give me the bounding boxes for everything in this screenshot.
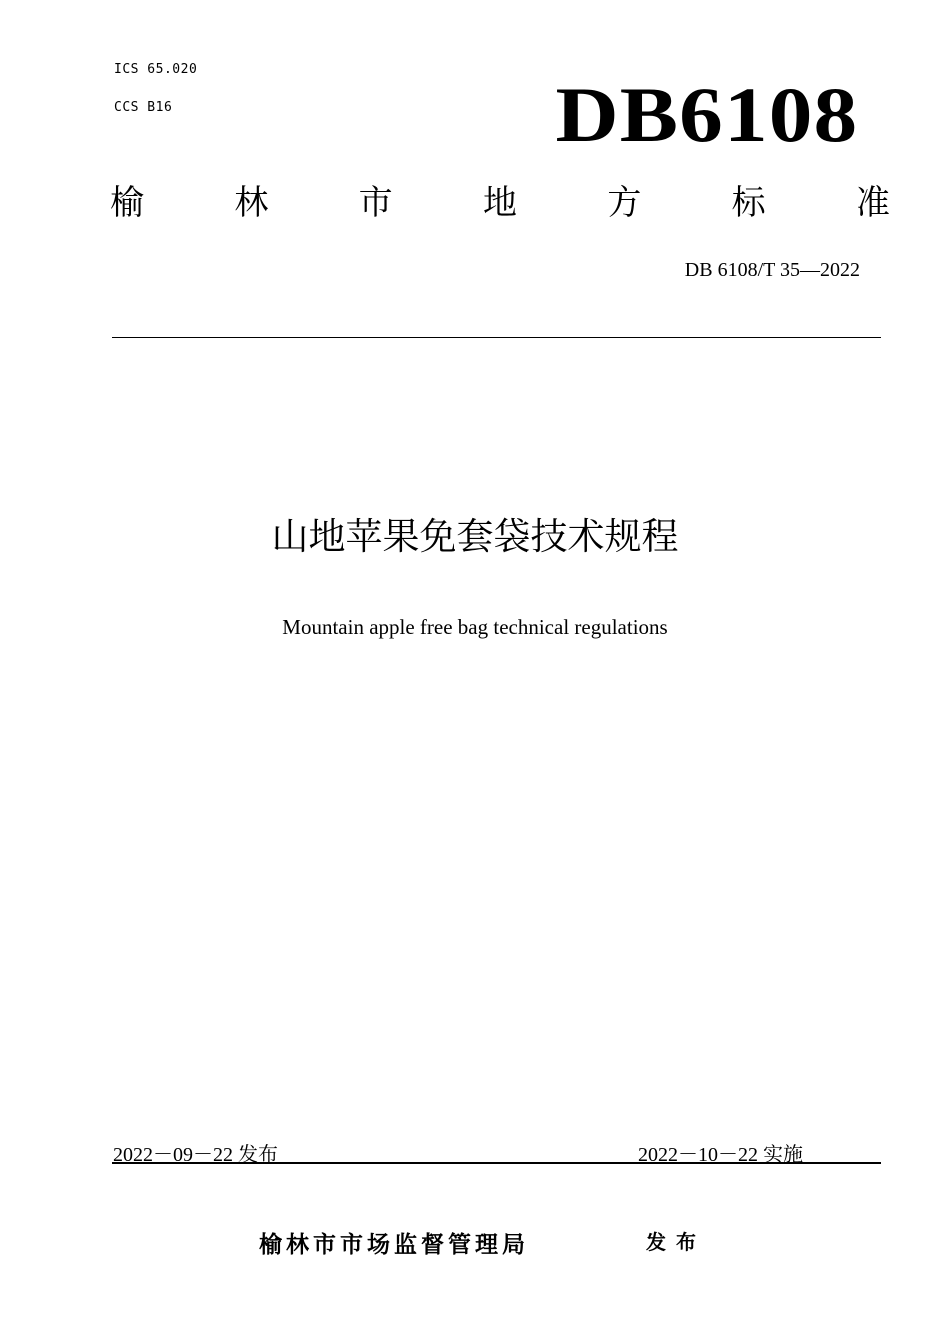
level-char: 市 [358,183,393,223]
standard-code: DB6108 [555,71,858,158]
implementation-date: 2022－10－22 实施 [638,1144,803,1166]
standard-number: DB 6108/T 35—2022 [684,259,860,281]
footer-divider [112,1162,881,1164]
issuing-authority: 榆林市市场监督管理局 [259,1232,529,1258]
level-char: 榆 [110,183,144,223]
ccs-code: CCS B16 [114,100,173,115]
level-char: 地 [482,183,517,223]
level-char: 林 [234,183,269,223]
standard-level-title [110,183,890,223]
header-divider [112,337,881,338]
level-char: 准 [855,183,890,223]
ics-code: ICS 65.020 [114,62,198,77]
issue-date: 2022－09－22 发布 [113,1144,278,1166]
level-char: 标 [731,183,766,223]
document-title-chinese: 山地苹果免套袋技术规程 [271,515,679,558]
issued-label: 发布 [646,1230,706,1254]
level-char: 方 [607,183,642,223]
document-title-english: Mountain apple free bag technical regulations [282,615,668,639]
